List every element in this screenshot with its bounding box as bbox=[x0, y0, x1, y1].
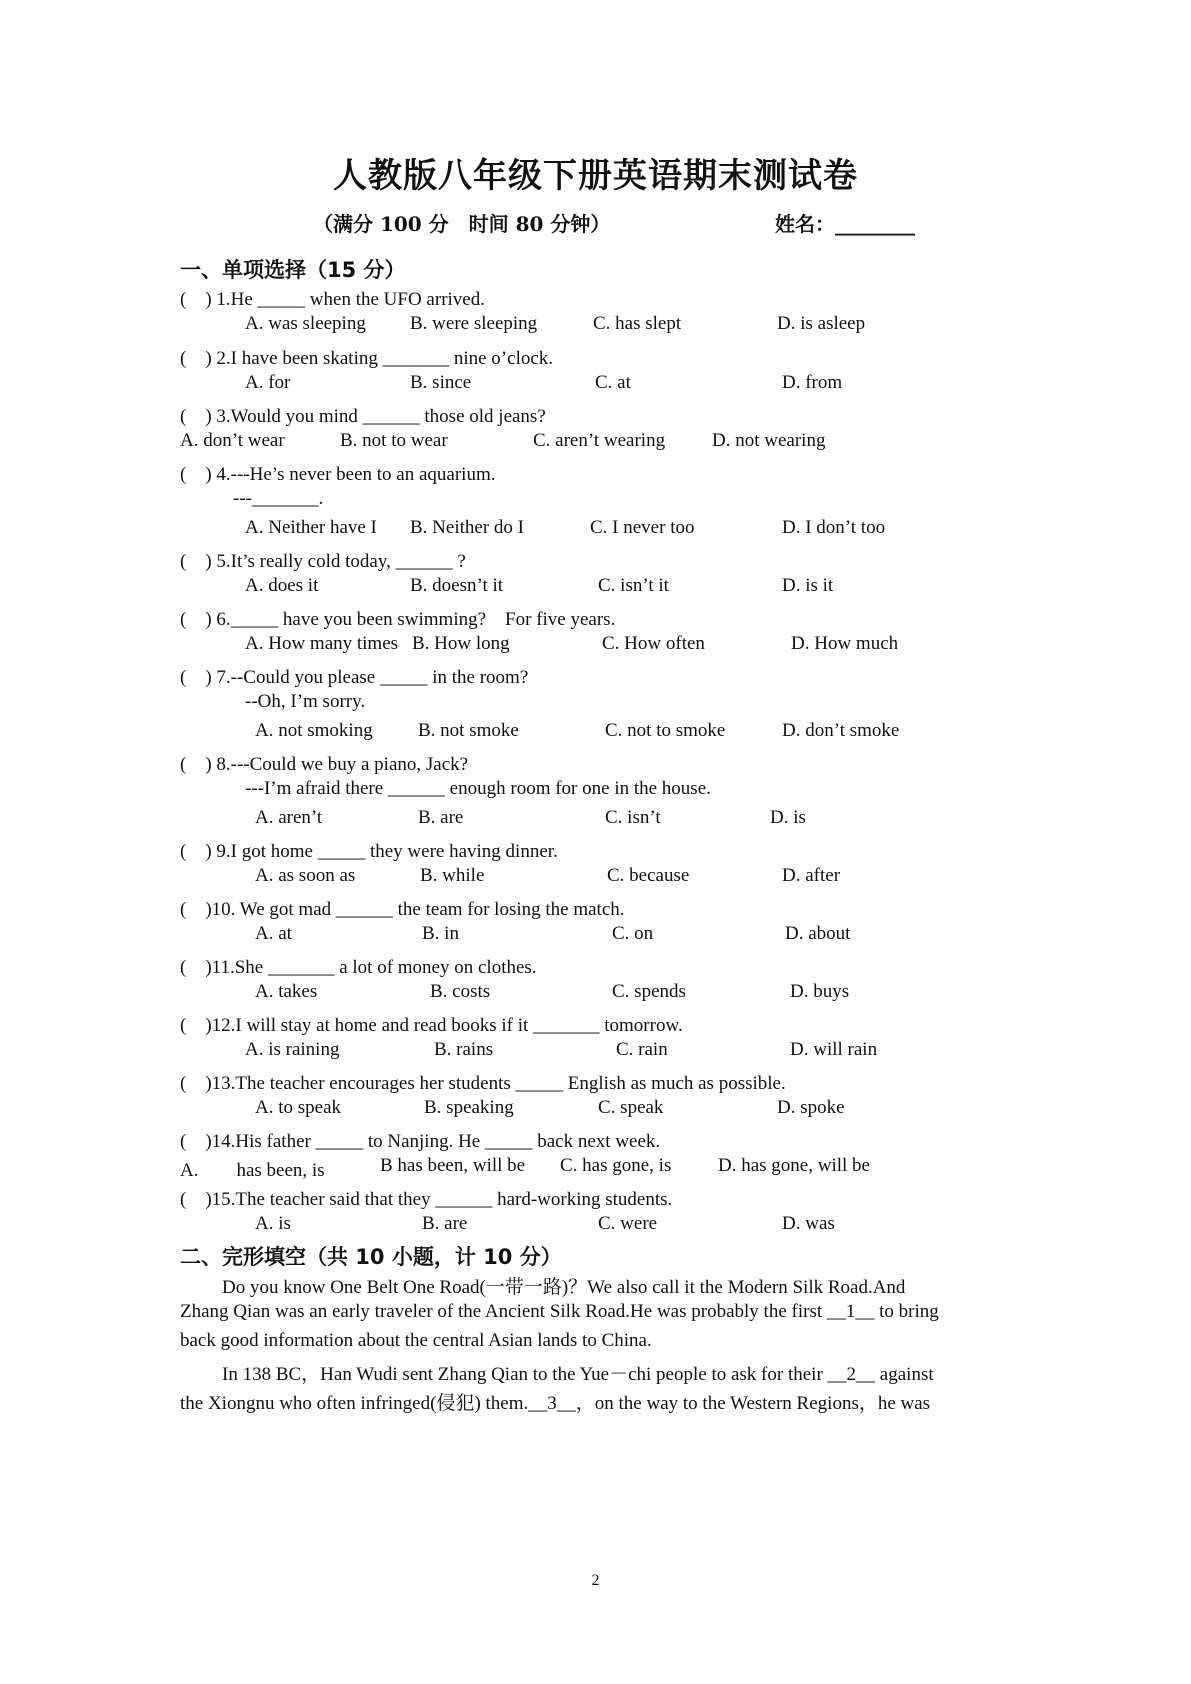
question-15-stem: ( )15.The teacher said that they ______ hard-working students. bbox=[180, 1189, 673, 1210]
q4-option-d: D. I don’t too bbox=[782, 517, 886, 538]
q5-option-c: C. isn’t it bbox=[598, 575, 669, 596]
cloze-text: ，on the way to the Western Regions，he was bbox=[575, 1393, 931, 1414]
q7-reply: --Oh, I’m sorry. bbox=[245, 691, 366, 712]
q3-option-d: D. not wearing bbox=[712, 430, 826, 451]
cloze-paragraph-1-line-1: Do you know One Belt One Road(一带一路)？We also call it the Modern Silk Road.And bbox=[222, 1277, 906, 1298]
q3-option-b: B. not to wear bbox=[340, 430, 448, 451]
q4-option-b: B. Neither do I bbox=[410, 517, 524, 538]
q2-option-b: B. since bbox=[410, 372, 472, 393]
q7-option-c: C. not to smoke bbox=[605, 720, 726, 741]
q10-option-c: C. on bbox=[612, 923, 654, 944]
q8-option-c: C. isn’t bbox=[605, 807, 661, 828]
section1-heading: 一、单项选择（15 分） bbox=[180, 258, 406, 282]
q4-reply: ---_______. bbox=[233, 488, 324, 509]
q9-option-d: D. after bbox=[782, 865, 841, 886]
q1-option-c: C. has slept bbox=[593, 313, 682, 334]
question-12-stem: ( )12.I will stay at home and read books if it _______ tomorrow. bbox=[180, 1015, 683, 1036]
q15-option-a: A. is bbox=[255, 1213, 291, 1234]
q11-option-d: D. buys bbox=[790, 981, 850, 1002]
q13-option-b: B. speaking bbox=[424, 1097, 514, 1118]
question-2-stem: ( ) 2.I have been skating _______ nine o’clock. bbox=[180, 348, 554, 369]
q4-option-a: A. Neither have I bbox=[245, 517, 377, 538]
q14-option-d: D. has gone, will be bbox=[718, 1155, 870, 1176]
cloze-blank-3: __3__ bbox=[528, 1393, 576, 1414]
q2-option-c: C. at bbox=[595, 372, 631, 393]
q14-option-c: C. has gone, is bbox=[560, 1155, 672, 1176]
q14-option-a: A. has been, is bbox=[180, 1160, 325, 1181]
cloze-text: against bbox=[875, 1364, 934, 1385]
cloze-paragraph-2-line-1 bbox=[180, 1359, 1016, 1386]
cloze-paragraph-1-line-3: back good information about the central Asian lands to China. bbox=[180, 1330, 652, 1351]
cloze-text: In 138 BC，Han Wudi sent Zhang Qian to the Yue－chi people to ask for their bbox=[222, 1364, 828, 1385]
q6-option-b: B. How long bbox=[412, 633, 510, 654]
question-1-stem: ( ) 1.He _____ when the UFO arrived. bbox=[180, 289, 485, 310]
q12-option-a: A. is raining bbox=[245, 1039, 340, 1060]
q10-option-b: B. in bbox=[422, 923, 459, 944]
q6-option-a: A. How many times bbox=[245, 633, 399, 654]
q8-reply: ---I’m afraid there ______ enough room for one in the house. bbox=[245, 778, 711, 799]
q1-option-b: B. were sleeping bbox=[410, 313, 538, 334]
section2-heading: 二、完形填空（共 10 小题，计 10 分） bbox=[180, 1245, 562, 1269]
cloze-blank-2: __2__ bbox=[827, 1364, 876, 1385]
q11-option-c: C. spends bbox=[612, 981, 686, 1002]
q5-option-d: D. is it bbox=[782, 575, 834, 596]
q6-option-d: D. How much bbox=[791, 633, 899, 654]
q7-option-a: A. not smoking bbox=[255, 720, 373, 741]
q7-option-b: B. not smoke bbox=[418, 720, 519, 741]
question-10-stem: ( )10. We got mad ______ the team for losing the match. bbox=[180, 899, 625, 920]
q6-option-c: C. How often bbox=[602, 633, 705, 654]
q11-option-b: B. costs bbox=[430, 981, 491, 1002]
q2-option-d: D. from bbox=[782, 372, 843, 393]
q1-option-d: D. is asleep bbox=[777, 313, 866, 334]
question-3-stem: ( ) 3.Would you mind ______ those old jeans? bbox=[180, 406, 546, 427]
q7-option-d: D. don’t smoke bbox=[782, 720, 900, 741]
question-6-stem: ( ) 6._____ have you been swimming? For five years. bbox=[180, 609, 616, 630]
question-8-stem: ( ) 8.---Could we buy a piano, Jack? bbox=[180, 754, 469, 775]
q15-option-d: D. was bbox=[782, 1213, 835, 1234]
q9-option-a: A. as soon as bbox=[255, 865, 356, 886]
question-5-stem: ( ) 5.It’s really cold today, ______ ? bbox=[180, 551, 466, 572]
q15-option-c: C. were bbox=[598, 1213, 658, 1234]
q1-option-a: A. was sleeping bbox=[245, 313, 366, 334]
q9-option-c: C. because bbox=[607, 865, 690, 886]
question-11-stem: ( )11.She _______ a lot of money on clothes. bbox=[180, 957, 537, 978]
q14-option-b: B has been, will be bbox=[380, 1155, 526, 1176]
cloze-blank-1: __1__ bbox=[826, 1301, 875, 1322]
cloze-text: to bring bbox=[874, 1301, 939, 1322]
cloze-text: Zhang Qian was an early traveler of the Ancient Silk Road.He was probably the first bbox=[180, 1301, 827, 1322]
q10-option-d: D. about bbox=[785, 923, 851, 944]
page-title: 人教版八年级下册英语期末测试卷 bbox=[333, 156, 858, 196]
q8-option-d: D. is bbox=[770, 807, 806, 828]
q2-option-a: A. for bbox=[245, 372, 291, 393]
q8-option-b: B. are bbox=[418, 807, 464, 828]
q15-option-b: B. are bbox=[422, 1213, 468, 1234]
q13-option-d: D. spoke bbox=[777, 1097, 845, 1118]
q11-option-a: A. takes bbox=[255, 981, 318, 1002]
q9-option-b: B. while bbox=[420, 865, 485, 886]
name-field-label: 姓名：________ bbox=[775, 212, 915, 236]
q5-option-b: B. doesn’t it bbox=[410, 575, 504, 596]
q12-option-c: C. rain bbox=[616, 1039, 668, 1060]
exam-info: （满分 100 分 时间 80 分钟） bbox=[313, 212, 611, 236]
q13-option-a: A. to speak bbox=[255, 1097, 342, 1118]
cloze-paragraph-1-line-2 bbox=[180, 1301, 1016, 1323]
q10-option-a: A. at bbox=[255, 923, 292, 944]
q13-option-c: C. speak bbox=[598, 1097, 664, 1118]
question-13-stem: ( )13.The teacher encourages her students _____ English as much as possible. bbox=[180, 1073, 786, 1094]
q12-option-b: B. rains bbox=[434, 1039, 494, 1060]
q8-option-a: A. aren’t bbox=[255, 807, 323, 828]
q5-option-a: A. does it bbox=[245, 575, 319, 596]
question-9-stem: ( ) 9.I got home _____ they were having dinner. bbox=[180, 841, 558, 862]
q3-option-c: C. aren’t wearing bbox=[533, 430, 666, 451]
q3-option-a: A. don’t wear bbox=[180, 430, 285, 451]
q4-option-c: C. I never too bbox=[590, 517, 695, 538]
q12-option-d: D. will rain bbox=[790, 1039, 878, 1060]
cloze-text: the Xiongnu who often infringed(侵犯) them. bbox=[180, 1393, 529, 1414]
question-7-stem: ( ) 7.--Could you please _____ in the room? bbox=[180, 667, 529, 688]
question-14-stem: ( )14.His father _____ to Nanjing. He _____ back next week. bbox=[180, 1131, 661, 1152]
question-4-stem: ( ) 4.---He’s never been to an aquarium. bbox=[180, 464, 496, 485]
cloze-paragraph-2-line-2 bbox=[180, 1388, 1016, 1415]
page-number: 2 bbox=[591, 1572, 600, 1589]
